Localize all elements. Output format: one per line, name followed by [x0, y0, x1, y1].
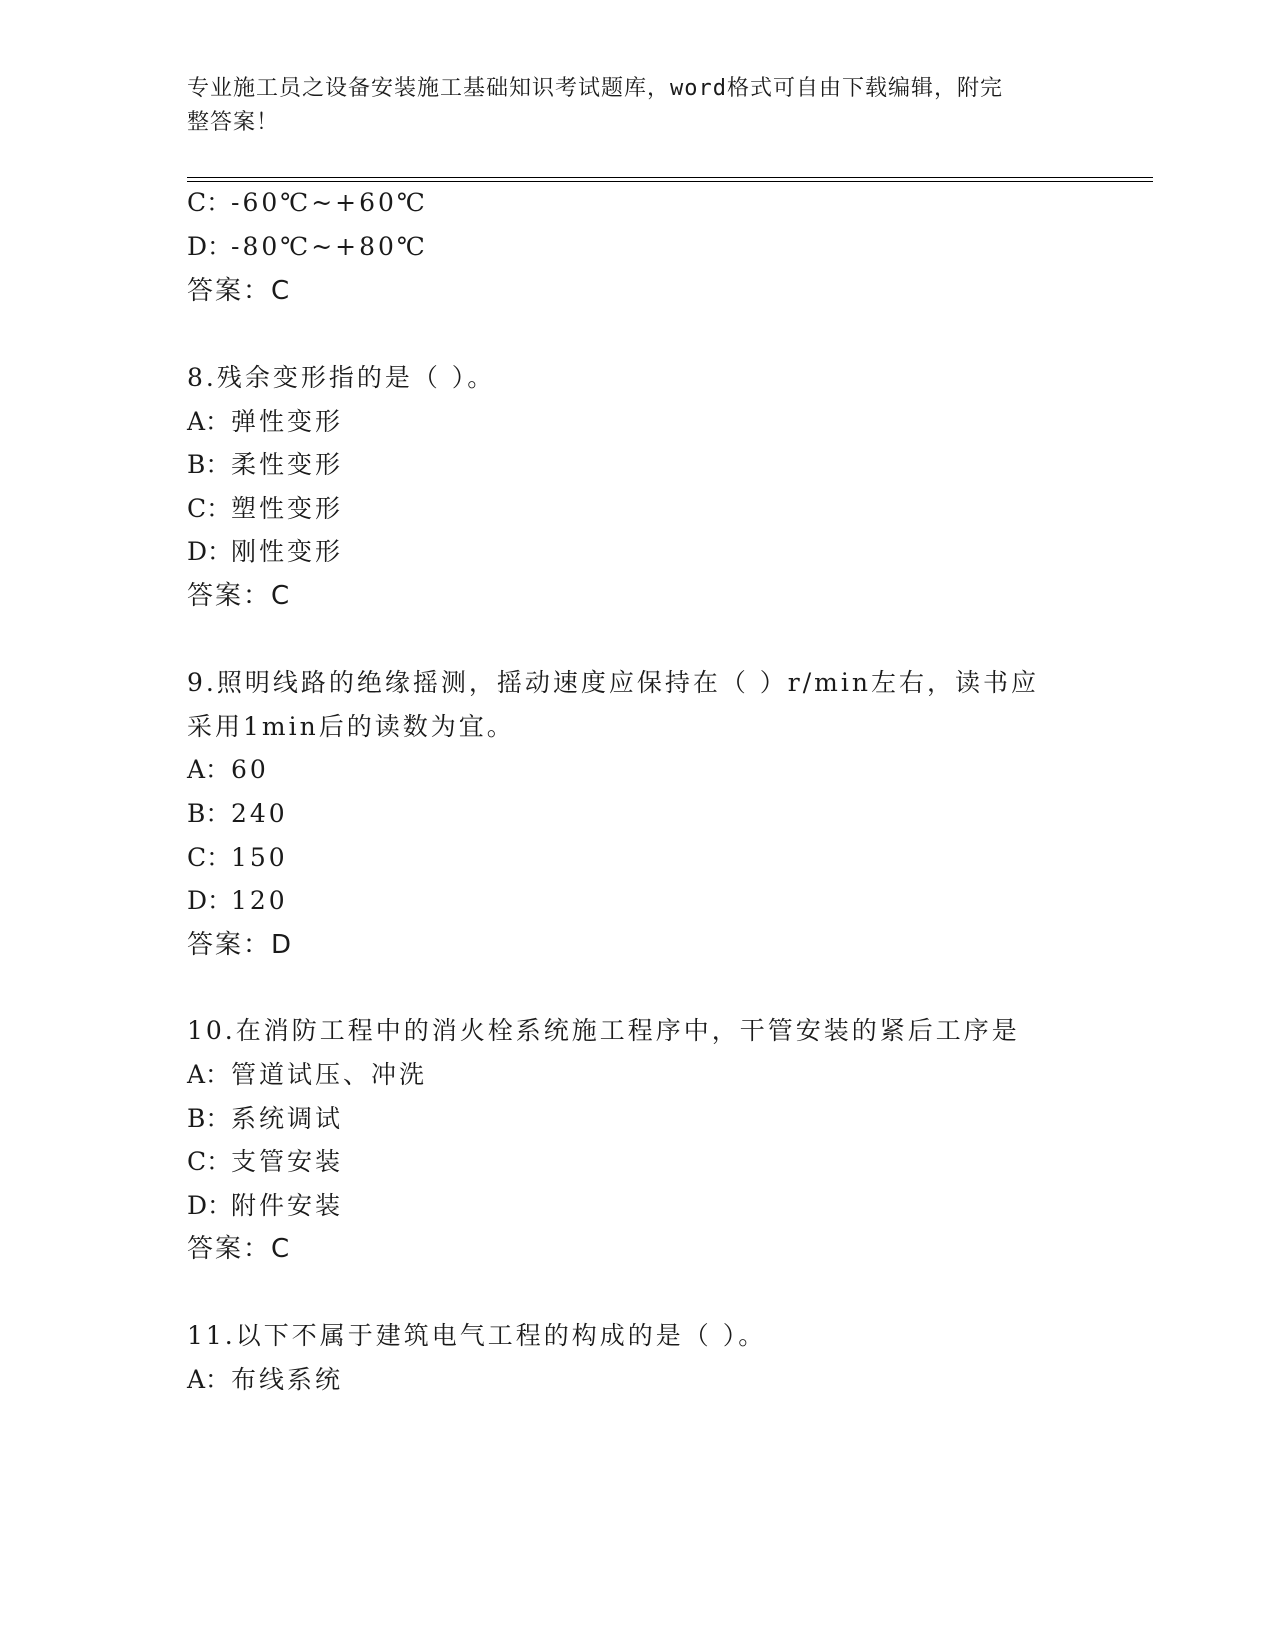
document-header	[187, 72, 1067, 140]
option-text: 塑性变形	[231, 494, 344, 523]
option-line	[187, 1363, 343, 1397]
option-label: A：	[187, 1365, 231, 1394]
option-label: D：	[187, 1191, 233, 1220]
header-line-2: 整答案！	[187, 110, 280, 135]
option-line	[187, 535, 343, 569]
question-stem: 9.照明线路的绝缘摇测，摇动速度应保持在（ ）r/min左右，读书应	[187, 668, 1039, 697]
option-line	[187, 1189, 343, 1223]
header-divider-top	[187, 177, 1153, 178]
option-line	[187, 405, 343, 439]
option-text: 60	[231, 755, 269, 784]
answer-line: 答案：C	[187, 1234, 292, 1264]
option-line	[187, 186, 428, 220]
option-text: 管道试压、冲洗	[231, 1060, 428, 1089]
option-text: 附件安装	[231, 1191, 344, 1220]
option-text: 柔性变形	[231, 450, 344, 479]
option-line	[187, 884, 288, 918]
option-text: 系统调试	[231, 1104, 344, 1133]
option-label: C：	[187, 494, 232, 523]
header-line-1: 专业施工员之设备安装施工基础知识考试题库，word格式可自由下载编辑，附完	[187, 76, 1003, 101]
option-label: C：	[187, 1147, 232, 1176]
option-label: B：	[187, 1104, 231, 1133]
header-divider-bottom	[187, 181, 1153, 182]
option-line	[187, 448, 343, 482]
option-line	[187, 753, 269, 787]
option-text: 布线系统	[231, 1365, 344, 1394]
option-text: 240	[231, 799, 288, 828]
option-label: A：	[187, 755, 231, 784]
question-stem: 10.在消防工程中的消火栓系统施工程序中，干管安装的紧后工序是	[187, 1016, 1020, 1045]
option-line	[187, 1145, 343, 1179]
answer-line: 答案：C	[187, 276, 292, 306]
question-stem: 8.残余变形指的是（ ）。	[187, 363, 496, 392]
option-text: 120	[231, 886, 288, 915]
option-text: -60℃~+60℃	[231, 188, 428, 217]
answer-line: 答案：C	[187, 581, 292, 611]
answer-line: 答案：D	[187, 930, 294, 960]
option-line	[187, 492, 343, 526]
option-label: C：	[187, 843, 232, 872]
option-text: 弹性变形	[231, 407, 344, 436]
option-label: A：	[187, 1060, 231, 1089]
question-stem: 11.以下不属于建筑电气工程的构成的是（ ）。	[187, 1321, 767, 1350]
option-text: 支管安装	[231, 1147, 344, 1176]
option-text: -80℃~+80℃	[231, 232, 428, 261]
option-label: A：	[187, 407, 231, 436]
option-label: D：	[187, 886, 233, 915]
option-line	[187, 1102, 343, 1136]
option-label: C：	[187, 188, 232, 217]
option-label: D：	[187, 232, 233, 261]
option-line	[187, 797, 288, 831]
option-line	[187, 841, 288, 875]
option-label: D：	[187, 537, 233, 566]
option-line	[187, 230, 428, 264]
option-label: B：	[187, 450, 231, 479]
option-text: 刚性变形	[231, 537, 344, 566]
question-stem-continued: 采用1min后的读数为宜。	[187, 712, 515, 741]
option-text: 150	[231, 843, 288, 872]
option-label: B：	[187, 799, 231, 828]
option-line	[187, 1058, 427, 1092]
